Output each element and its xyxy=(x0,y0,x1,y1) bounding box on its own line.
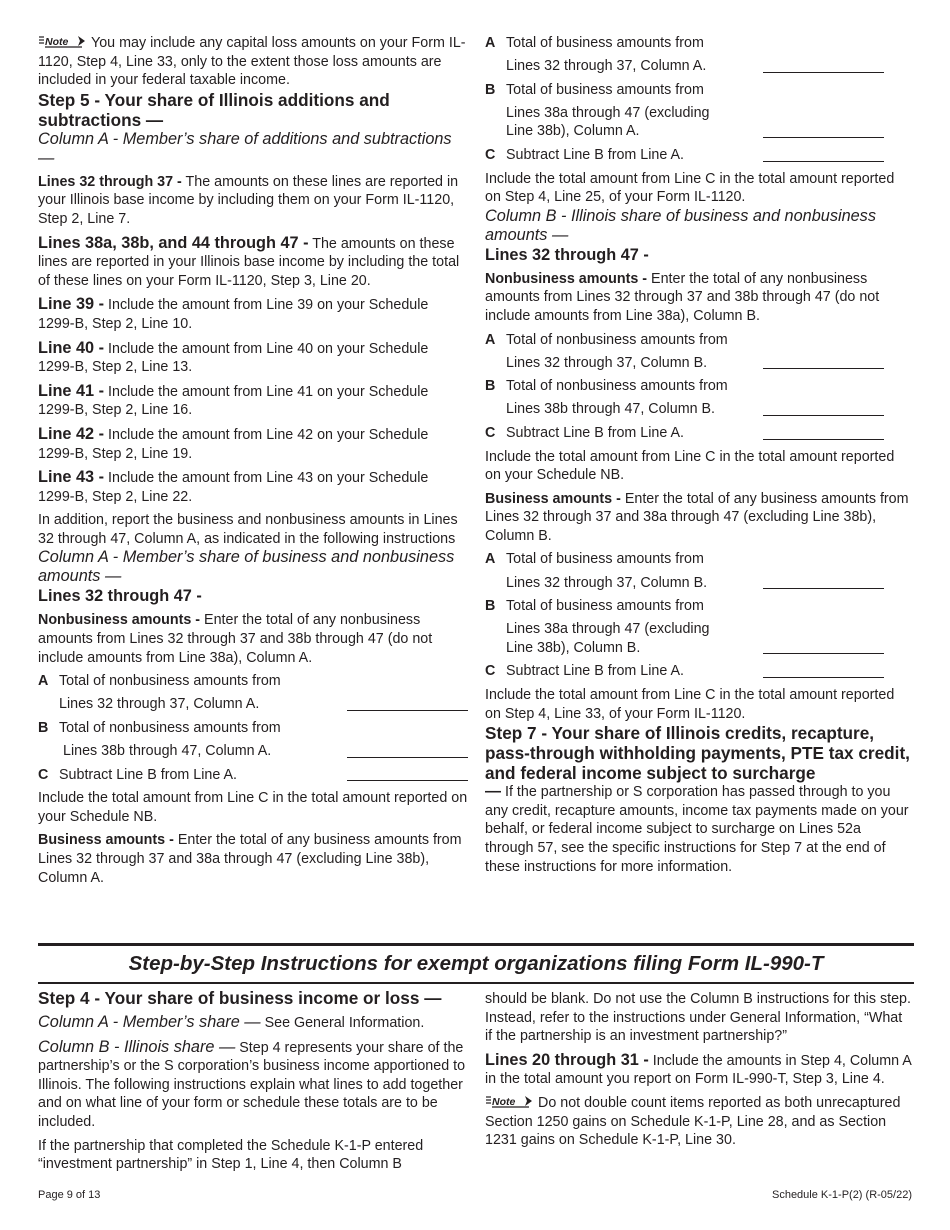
business-paragraph xyxy=(38,831,468,887)
b-b-row xyxy=(485,597,913,657)
line-c-letter: C xyxy=(38,766,49,783)
step5-heading: Step 5 - Your share of Illinois additions and subtractions — xyxy=(38,89,390,130)
line-43-text: Include the amount from Line 43 on your Schedule 1299-B, Step 2, Line 22. xyxy=(38,470,429,505)
lines-32-37-text: The amounts on these lines are reported in your Illinois base income by including them on your Form IL-1120, Step 2, Line 7. xyxy=(38,173,459,227)
lines-32-37-paragraph xyxy=(38,173,468,229)
lines-38-text: The amounts on these lines are reported in your Illinois base income by including the total of these lines on your Form IL-1120, Step 3, Line 20. xyxy=(38,235,460,289)
continued-paragraph: should be blank. Do not use the Column B instructions for this step. Instead, refer to the instructions under General Information, “What if the partnership is an investment partnership?” xyxy=(485,991,911,1045)
line-41-text: Include the amount from Line 41 on your Schedule 1299-B, Step 2, Line 16. xyxy=(38,383,429,419)
nb-c-letter: C xyxy=(485,424,496,441)
nonbusiness-b-text: Enter the total of any nonbusiness amounts from Lines 32 through 37 and 38b through 47 (do not include amounts from Line 38a), Column B. xyxy=(485,270,880,324)
column-a-text: See General Information. xyxy=(264,1015,425,1031)
bus-c-letter: C xyxy=(485,146,496,163)
line-39-paragraph xyxy=(38,295,468,333)
bus-b-entry-blank[interactable] xyxy=(763,137,884,138)
bus-a-entry-blank[interactable] xyxy=(763,72,884,73)
nb-b-text-1: Total of nonbusiness amounts from xyxy=(506,378,728,395)
note-icon xyxy=(38,35,88,48)
b-c-entry-blank[interactable] xyxy=(763,677,884,678)
note-paragraph xyxy=(38,34,468,90)
addition-paragraph: In addition, report the business and nonbusiness amounts in Lines 32 through 47, Column A, as indicated in the following instructions xyxy=(38,512,458,547)
step7-text: If the partnership or S corporation has passed through to you any credit, recapture amounts, income tax payments made on your behalf, or federal income subject to surcharge on Lines 52a through 57, see the specific instructions for Step 7 at the end of these instructions for more information. xyxy=(485,784,909,875)
note-label: Note xyxy=(45,36,69,48)
line-41-paragraph xyxy=(38,382,468,420)
column-b-label: Column B - Illinois share — xyxy=(38,1037,236,1056)
nb-c-text: Subtract Line B from Line A. xyxy=(506,424,685,441)
bus-a-text-2: Lines 32 through 37, Column A. xyxy=(506,58,707,75)
b-b-entry-blank[interactable] xyxy=(763,653,884,654)
line-a-text-2: Lines 32 through 37, Column A. xyxy=(59,696,260,713)
column-b-text: Step 4 represents your share of the partnership’s or the S corporation’s business income apportioned to Illinois. The following instructions explain what lines to add together and on what line of your form or schedule these totals are to be included. xyxy=(38,1039,466,1130)
b-c-row xyxy=(485,662,913,681)
line-42-label: Line 42 - xyxy=(38,424,105,443)
business-text: Enter the total of any business amounts from Lines 32 through 37 and 38a through 47 (excluding Line 38b), Column A. xyxy=(38,832,462,886)
line-42-text: Include the amount from Line 42 on your Schedule 1299-B, Step 2, Line 19. xyxy=(38,426,429,462)
note-bottom-text: Do not double count items reported as both unrecaptured Section 1250 gains on Schedule K-1-P, Line 28, and as Section 1231 gains on Schedule K-1-P, Line 30. xyxy=(485,1094,901,1149)
line-40-text: Include the amount from Line 40 on your Schedule 1299-B, Step 2, Line 13. xyxy=(38,340,429,376)
nb-b-text-2: Lines 38b through 47, Column B. xyxy=(506,401,716,418)
nb-a-text-1: Total of nonbusiness amounts from xyxy=(506,331,728,348)
column-a-business-heading: Column A - Member’s share of business and nonbusiness amounts — xyxy=(38,548,455,586)
nb-c-row xyxy=(485,424,913,443)
column-b-heading: Column B - Illinois share of business and nonbusiness amounts — xyxy=(485,206,876,244)
b-c-text: Subtract Line B from Line A. xyxy=(506,663,685,680)
line-43-label: Line 43 - xyxy=(38,468,105,487)
note-text: You may include any capital loss amounts on your Form IL-1120, Step 4, Line 33, only to the extent those loss amounts are included in your federal taxable income. xyxy=(38,35,466,89)
line-40-paragraph xyxy=(38,339,468,377)
form-identifier: Schedule K-1-P(2) (R-05/22) xyxy=(771,1189,912,1201)
column-a-label: Column A - Member’s share — xyxy=(38,1013,261,1031)
line-39-label: Line 39 - xyxy=(38,295,105,314)
nonbusiness-b-label: Nonbusiness amounts - xyxy=(485,270,648,287)
exempt-organizations-banner: Step-by-Step Instructions for exempt organizations filing Form IL-990-T xyxy=(128,952,824,975)
b-b-letter: B xyxy=(485,598,496,615)
left-column-top xyxy=(38,34,468,887)
step7-heading: Step 7 - Your share of Illinois credits, recapture, pass-through withholding payments, PTE tax credit, and federal income subject to surcharge xyxy=(485,723,910,784)
page-number: Page 9 of 13 xyxy=(38,1189,101,1201)
line-41-label: Line 41 - xyxy=(38,381,105,400)
nb-a-row xyxy=(485,331,913,373)
line-40-label: Line 40 - xyxy=(38,338,105,357)
right-column-bottom xyxy=(485,990,913,1150)
bus-a-text-1: Total of business amounts from xyxy=(506,35,704,51)
lines-32-47-heading-b: Lines 32 through 47 - xyxy=(485,245,649,264)
nb-c-entry-blank[interactable] xyxy=(763,439,884,440)
line-c-entry-blank[interactable] xyxy=(347,780,468,781)
step4-heading: Step 4 - Your share of business income or loss — xyxy=(38,988,442,1008)
line-a-entry-blank[interactable] xyxy=(347,710,468,711)
lines-38-paragraph xyxy=(38,234,468,291)
nb-b-entry-blank[interactable] xyxy=(763,415,884,416)
nb-a-text-2: Lines 32 through 37, Column B. xyxy=(506,354,708,371)
business-label: Business amounts - xyxy=(38,832,174,849)
bus-a-letter: A xyxy=(485,35,496,51)
b-a-entry-blank[interactable] xyxy=(763,588,884,589)
column-a-heading: Column A - Member’s share of additions and subtractions — xyxy=(38,129,452,167)
lines-32-37-label: Lines 32 through 37 - xyxy=(38,173,182,190)
bus-b-text-1: Total of business amounts from xyxy=(506,81,704,98)
line-b-entry-blank[interactable] xyxy=(347,757,468,758)
nb-a-entry-blank[interactable] xyxy=(763,368,884,369)
right-column-top xyxy=(485,34,913,876)
line-b-row xyxy=(38,719,468,761)
bus-b-text-3: Line 38b), Column A. xyxy=(506,123,640,140)
line-b-text-1: Total of nonbusiness amounts from xyxy=(59,719,281,736)
line-a-row xyxy=(38,672,468,714)
lines-32-47-heading: Lines 32 through 47 - xyxy=(38,587,202,606)
bus-b-row xyxy=(485,81,913,141)
b-a-text-2: Lines 32 through 37, Column B. xyxy=(506,574,708,591)
section-rule-bottom xyxy=(38,982,914,984)
include-nb-paragraph: Include the total amount from Line C in the total amount reported on your Schedule NB. xyxy=(38,790,468,825)
line-a-text-1: Total of nonbusiness amounts from xyxy=(59,673,281,690)
left-column-bottom xyxy=(38,988,468,1174)
include-step4-line33-paragraph: Include the total amount from Line C in the total amount reported on Step 4, Line 33, of your Form IL-1120. xyxy=(485,687,895,722)
b-b-text-2: Lines 38a through 47 (excluding xyxy=(506,621,710,638)
business-b-paragraph xyxy=(485,490,913,546)
bus-b-letter: B xyxy=(485,81,496,98)
column-a-paragraph xyxy=(38,1013,468,1033)
bus-c-entry-blank[interactable] xyxy=(763,161,884,162)
line-39-text: Include the amount from Line 39 on your Schedule 1299-B, Step 2, Line 10. xyxy=(38,297,429,332)
bus-c-text: Subtract Line B from Line A. xyxy=(506,146,685,163)
line-c-row xyxy=(38,766,468,785)
bus-a-row xyxy=(485,34,913,76)
b-a-row xyxy=(485,550,913,592)
bus-c-row xyxy=(485,146,913,165)
line-43-paragraph xyxy=(38,468,468,506)
include-nb-b-paragraph: Include the total amount from Line C in the total amount reported on your Schedule NB. xyxy=(485,448,895,484)
b-a-text-1: Total of business amounts from xyxy=(506,551,704,568)
b-b-text-3: Line 38b), Column B. xyxy=(506,639,641,656)
b-a-letter: A xyxy=(485,551,496,568)
note-label: Note xyxy=(492,1095,516,1108)
note-bottom-paragraph xyxy=(485,1094,913,1150)
nb-b-letter: B xyxy=(485,378,496,395)
section-rule-top xyxy=(38,943,914,946)
lines-20-31-paragraph xyxy=(485,1051,913,1089)
business-b-label: Business amounts - xyxy=(485,490,621,507)
nb-a-letter: A xyxy=(485,331,496,348)
lines-20-31-label: Lines 20 through 31 - xyxy=(485,1050,649,1069)
line-b-text-2: Lines 38b through 47, Column A. xyxy=(63,743,272,760)
step7-paragraph xyxy=(485,783,913,876)
b-b-text-1: Total of business amounts from xyxy=(506,598,704,615)
column-b-paragraph xyxy=(38,1038,468,1132)
line-c-text: Subtract Line B from Line A. xyxy=(59,766,238,783)
business-b-text: Enter the total of any business amounts from Lines 32 through 37 and 38a through 47 (excluding Line 38b), Column B. xyxy=(485,490,909,544)
nonbusiness-b-paragraph xyxy=(485,270,913,326)
note-icon xyxy=(485,1095,535,1108)
include-step4-paragraph: Include the total amount from Line C in the total amount reported on Step 4, Line 25, of your Form IL-1120. xyxy=(485,170,895,206)
b-c-letter: C xyxy=(485,663,496,680)
nonbusiness-text: Enter the total of any nonbusiness amounts from Lines 32 through 37 and 38b through 47 (do not include amounts from Line 38a), Column A. xyxy=(38,612,433,666)
investment-partnership-paragraph: If the partnership that completed the Schedule K-1-P entered “investment partnership” in Step 1, Line 4, then Column B xyxy=(38,1137,424,1173)
lines-38-label: Lines 38a, 38b, and 44 through 47 - xyxy=(38,233,309,252)
nonbusiness-paragraph xyxy=(38,611,468,667)
lines-20-31-text: Include the amounts in Step 4, Column A in the total amount you report on Form IL-990-T, Step 3, Line 4. xyxy=(485,1052,912,1088)
nonbusiness-label: Nonbusiness amounts - xyxy=(38,612,201,629)
bus-b-text-2: Lines 38a through 47 (excluding xyxy=(506,104,710,121)
line-b-letter: B xyxy=(38,719,49,736)
step7-dash: — xyxy=(485,783,501,801)
line-42-paragraph xyxy=(38,425,468,463)
nb-b-row xyxy=(485,377,913,419)
line-a-letter: A xyxy=(38,673,49,690)
